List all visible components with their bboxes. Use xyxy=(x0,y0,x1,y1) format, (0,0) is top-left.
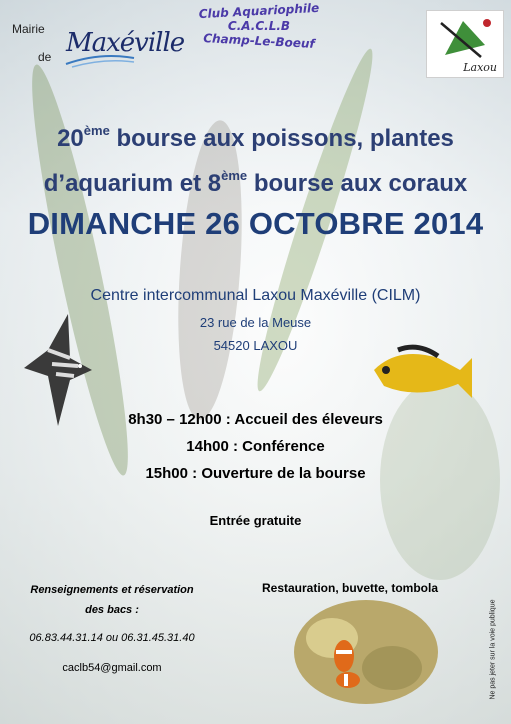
club-logo xyxy=(184,0,334,66)
venue-street: 23 rue de la Meuse xyxy=(199,315,312,330)
club-location: Champ-Le-Boeuf xyxy=(202,31,316,51)
contact-label-line-1: Renseignements et réservation xyxy=(30,584,194,596)
contact-info xyxy=(12,580,212,674)
maxeville-de-text: de xyxy=(38,50,52,64)
schedule-item-morning: 8h30 – 12h00 : Accueil des éleveurs xyxy=(128,411,383,428)
maxeville-name-text: Maxéville xyxy=(66,28,185,58)
contact-phones: 06.83.44.31.14 ou 06.31.45.31.40 xyxy=(29,632,195,644)
side-note xyxy=(486,588,500,718)
maxeville-logo xyxy=(8,10,185,72)
contact-email: caclb54@gmail.com xyxy=(62,662,162,674)
event-date: DIMANCHE 26 OCTOBRE 2014 xyxy=(27,206,484,241)
venue-city: 54520 LAXOU xyxy=(213,338,298,353)
restauration-note: Restauration, buvette, tombola xyxy=(261,581,439,595)
title-line-1: 20ème bourse aux poissons, plantes xyxy=(57,123,454,152)
entry-note: Entrée gratuite xyxy=(209,513,302,528)
club-name-line: Club Aquariophile xyxy=(198,0,320,22)
title-line-2: d’aquarium et 8ème bourse aux coraux xyxy=(43,168,468,197)
schedule-item-opening: 15h00 : Ouverture de la bourse xyxy=(145,465,366,482)
laxou-logo xyxy=(426,10,504,78)
contact-label-line-2: des bacs : xyxy=(85,604,139,616)
event-title xyxy=(0,112,511,202)
yellow-fish-illustration xyxy=(368,340,476,410)
schedule-item-conference: 14h00 : Conférence xyxy=(186,438,325,455)
laxou-emblem-icon xyxy=(435,15,495,61)
club-acronym: C.A.C.L.B xyxy=(227,19,291,33)
side-note-text: Ne pas jeter sur la voie publique xyxy=(489,599,497,700)
maxeville-swoosh-icon xyxy=(64,54,136,68)
clownfish-coral-illustration xyxy=(292,598,440,706)
venue-name: Centre intercommunal Laxou Maxéville (CILM) xyxy=(90,287,421,304)
laxou-name-text: Laxou xyxy=(463,61,497,74)
maxeville-mairie-text: Mairie xyxy=(12,22,45,36)
